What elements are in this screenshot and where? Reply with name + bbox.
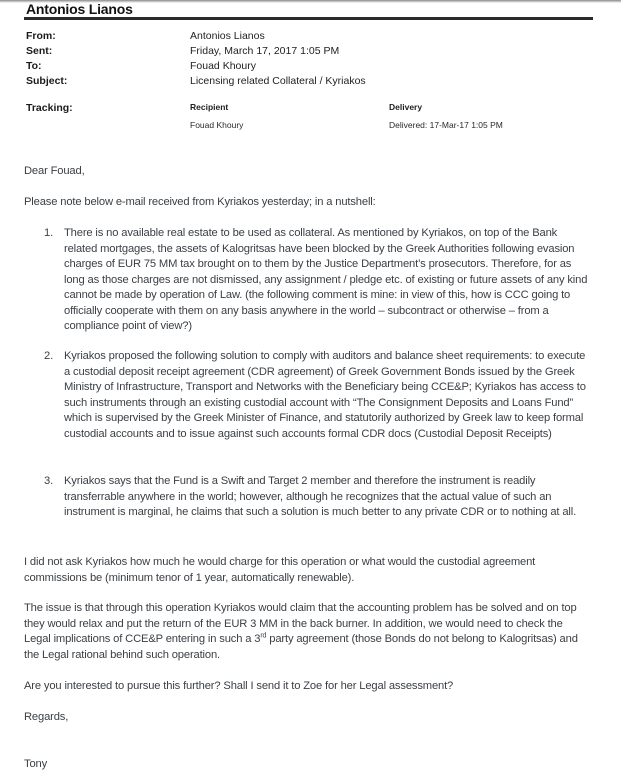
to-label: To: (26, 60, 42, 72)
subject-value: Licensing related Collateral / Kyriakos (190, 75, 366, 87)
tracking-label: Tracking: (26, 102, 73, 114)
list-item-text: Kyriakos says that the Fund is a Swift and Target 2 member and therefore the instrument is readily transferrable anywhere in the world; however, although he recognizes that the actual value of such an instrument is marginal, he claims that such a solution is much better to any private CDR or to nothing at all. (64, 475, 577, 518)
mailbox-owner-title: Antonios Lianos (26, 1, 133, 17)
paragraph-issue-text-cont: party agreement (those Bonds do not belong to Kalogritsas) and the Legal rational behind such operation. (24, 633, 578, 661)
list-item (44, 349, 589, 442)
paragraph-charges: I did not ask Kyriakos how much he would charge for this operation or what would the custodial agreement commissions be (minimum tenor of 1 year, automatically renewable). (24, 556, 536, 584)
list-item-text: There is no available real estate to be used as collateral. As mentioned by Kyriakos, on top of the Bank related mortgages, the assets of Kalogritsas have been blocked by the Greek Authorities following evasion charges of EUR 75 MM tax brought on to them by the Justice Department’s prosecutors. Therefore, for as long as those charges are not dismissed, any assignment / pledge etc. of existing or future assets of any kind cannot be made by operation of Law. (the following comment is mine: in view of this, how is CCC going to officially cooperate with them on any basis anywhere in the world – subcontract or otherwise – from a compliance point of view?) (64, 227, 588, 332)
intro-paragraph: Please note below e-mail received from Kyriakos yesterday; in a nutshell: (24, 196, 376, 208)
from-value: Antonios Lianos (190, 30, 265, 42)
sent-value: Friday, March 17, 2017 1:05 PM (190, 45, 340, 57)
closing: Regards, (24, 711, 69, 723)
list-item-number: 3. (44, 475, 54, 487)
tracking-delivery-status: Delivered: 17-Mar-17 1:05 PM (389, 120, 503, 130)
list-item (44, 226, 589, 335)
sent-label: Sent: (26, 45, 53, 57)
list-item-text: Kyriakos proposed the following solution to comply with auditors and balance sheet requirements: to execute a custodial deposit receipt agreement (CDR agreement) of Greek Government Bonds issued by the Greek Ministry of Infrastructure, Transport and Networks with the Beneficiary being CCE&P; Kyriakos has access to such instruments through an existing custodial account with “The Consignment Deposits and Loans Fund” which is supervised by the Greek Minister of Finance, and statutorily authorized by Greek law to keep formal custodial accounts and to issue against such accounts formal CDR docs (Custodial Deposit Receipts) (64, 350, 586, 440)
list-item-number: 2. (44, 350, 54, 362)
title-divider (24, 17, 593, 20)
subject-label: Subject: (26, 75, 68, 87)
recipient-column-header: Recipient (190, 102, 229, 112)
ordinal-superscript: rd (260, 632, 267, 640)
to-value: Fouad Khoury (190, 60, 256, 72)
greeting: Dear Fouad, (24, 165, 85, 177)
list-item-number: 1. (44, 227, 54, 239)
paragraph-question: Are you interested to pursue this further? Shall I send it to Zoe for her Legal assessment? (24, 680, 454, 692)
paragraph-issue-text: The issue is that through this operation Kyriakos would claim that the accounting problem has be solved and on top they would relax and put the return of the EUR 3 MM in the back burner. In addition, we would need to check the Legal implications of CCE&P entering in such a 3 (24, 602, 577, 645)
list-item (44, 474, 589, 521)
signature: Tony (24, 758, 48, 770)
delivery-column-header: Delivery (389, 102, 423, 112)
paragraph-issue (24, 601, 584, 663)
from-label: From: (26, 30, 56, 42)
tracking-recipient: Fouad Khoury (190, 120, 244, 130)
